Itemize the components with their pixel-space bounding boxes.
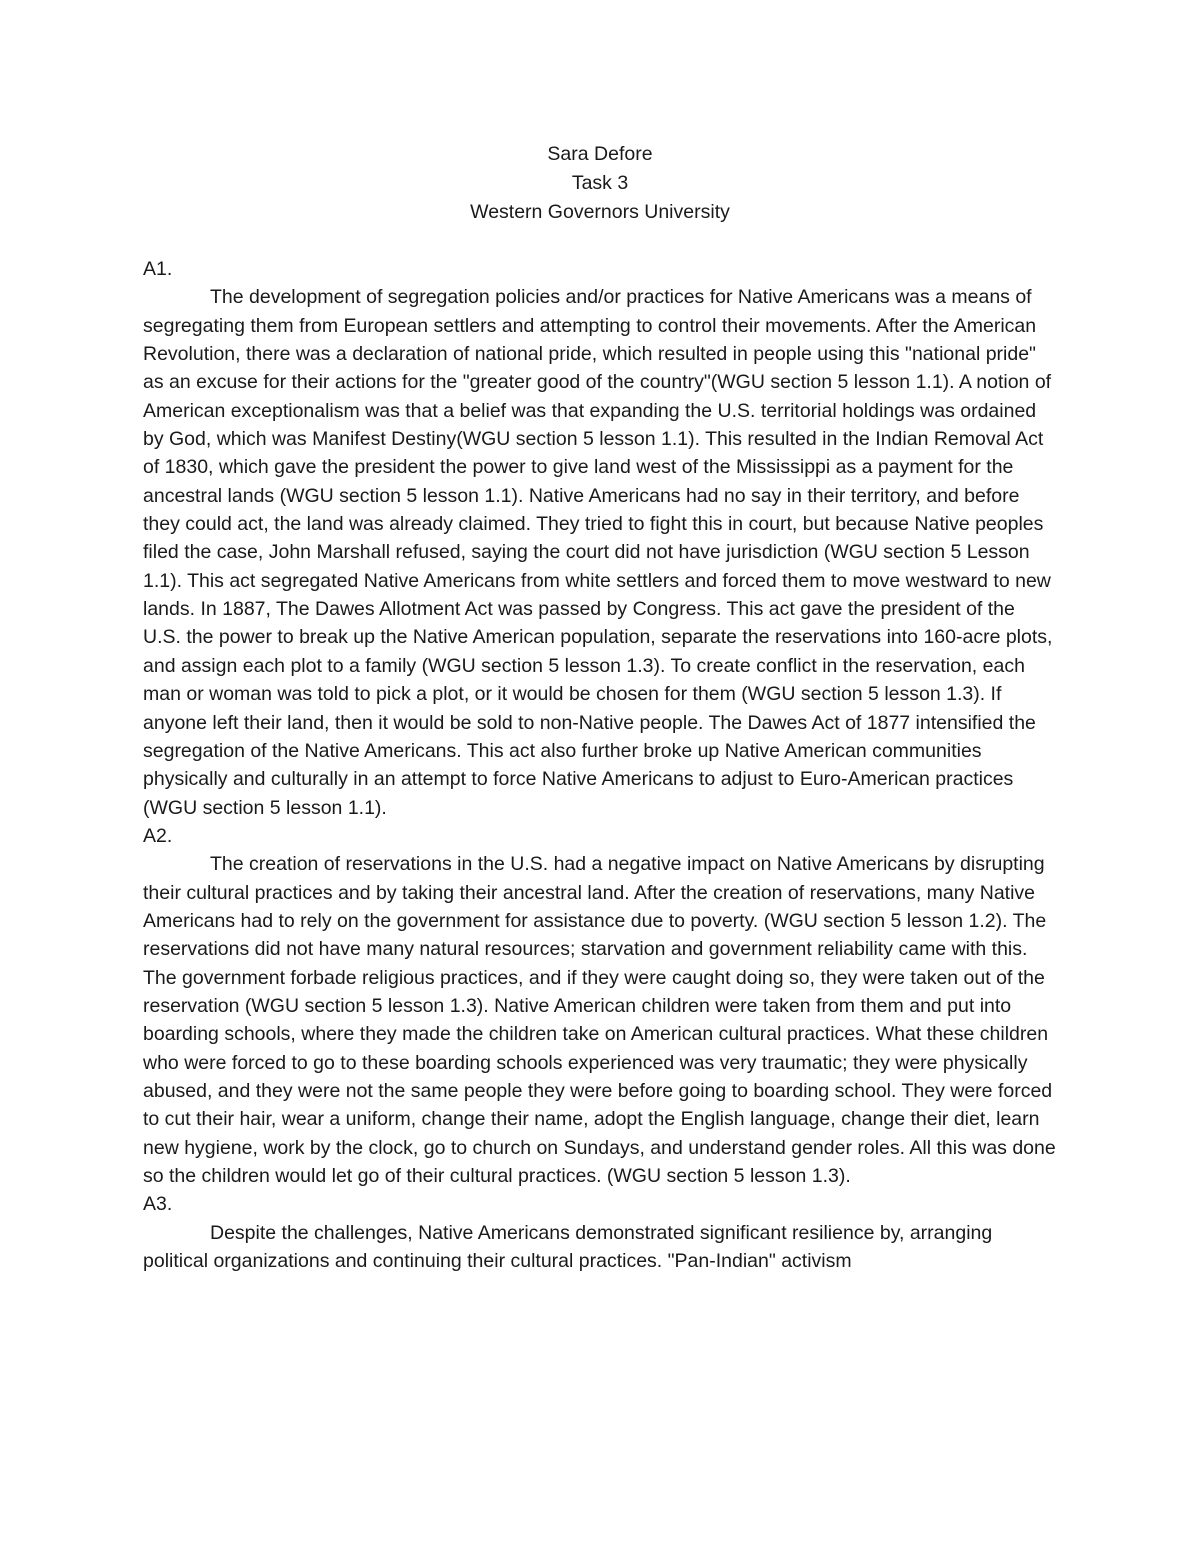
- institution-name: Western Governors University: [470, 201, 730, 223]
- section-text-a2: The creation of reservations in the U.S. had a negative impact on Native Americans by disrupting their cultural practices and by taking their ancestral land. After the creation of reservations, many Native Americans had to rely on the government for assistance due to poverty. (WGU section 5 lesson 1.2). The reservations did not have many natural resources; starvation and government reliability came with this. The government forbade religious practices, and if they were caught doing so, they were taken out of the reservation (WGU section 5 lesson 1.3). Native American children were taken from them and put into boarding schools, where they made the children take on American cultural practices. What these children who were forced to go to these boarding schools experienced was very traumatic; they were physically abused, and they were not the same people they were before going to boarding school. They were forced to cut their hair, wear a uniform, change their name, adopt the English language, change their diet, learn new hygiene, work by the clock, go to church on Sundays, and understand gender roles. All this was done so the children would let go of their cultural practices. (WGU section 5 lesson 1.3).: [143, 853, 1056, 1187]
- section-text-a1: The development of segregation policies and/or practices for Native Americans was a means of segregating them from European settlers and attempting to control their movements. After the American Revolution, there was a declaration of national pride, which resulted in people using this "national pride" as an excuse for their actions for the "greater good of the country"(WGU section 5 lesson 1.1). A notion of American exceptionalism was that a belief was that expanding the U.S. territorial holdings was ordained by God, which was Manifest Destiny(WGU section 5 lesson 1.1). This resulted in the Indian Removal Act of 1830, which gave the president the power to give land west of the Mississippi as a payment for the ancestral lands (WGU section 5 lesson 1.1). Native Americans had no say in their territory, and before they could act, the land was already claimed. They tried to fight this in court, but because Native peoples filed the case, John Marshall refused, saying the court did not have jurisdiction (WGU section 5 Lesson 1.1). This act segregated Native Americans from white settlers and forced them to move westward to new lands. In 1887, The Dawes Allotment Act was passed by Congress. This act gave the president of the U.S. the power to break up the Native American population, separate the reservations into 160-acre plots, and assign each plot to a family (WGU section 5 lesson 1.3). To create conflict in the reservation, each man or woman was told to pick a plot, or it would be chosen for them (WGU section 5 lesson 1.3). If anyone left their land, then it would be sold to non-Native people. The Dawes Act of 1877 intensified the segregation of the Native Americans. This act also further broke up Native American communities physically and culturally in an attempt to force Native Americans to adjust to Euro-American practices (WGU section 5 lesson 1.1).: [143, 286, 1053, 819]
- section-label-a2: A2.: [143, 824, 173, 847]
- document-header: [0, 140, 1200, 227]
- author-name: Sara Defore: [547, 143, 653, 165]
- section-text-a3: Despite the challenges, Native Americans demonstrated significant resilience by, arranging political organizations and continuing their cultural practices. "Pan-Indian" activism: [143, 1221, 993, 1273]
- section-label-a3: A3.: [143, 1193, 173, 1216]
- task-title: Task 3: [571, 172, 629, 194]
- section-label-a1: A1.: [143, 258, 173, 280]
- document-body: [143, 255, 1058, 1275]
